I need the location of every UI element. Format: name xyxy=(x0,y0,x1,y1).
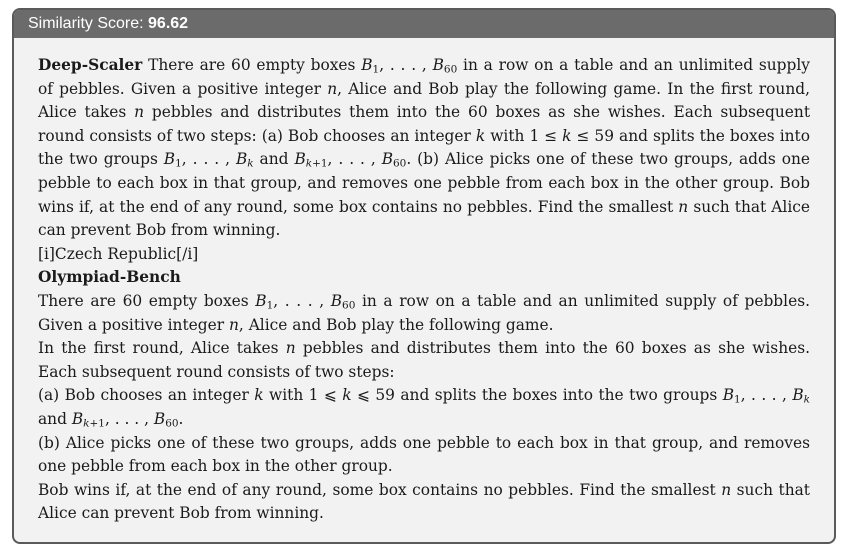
olympiad-bench-problem-step-b: (b) Alice picks one of these two groups, adds one pebble to each box in that group, and removes one pebble from each box in the other group. xyxy=(38,433,810,476)
olympiad-bench-problem-part-2: In the first round, Alice takes n pebbles and distributes them into the 60 boxes as she wishes. Each subsequent round consists of two steps: xyxy=(38,339,811,381)
olympiad-bench-problem-part-3: Bob wins if, at the end of any round, some box contains no pebbles. Find the smallest n such that Alice can prevent Bob from winning. xyxy=(38,480,810,523)
source-label-deep-scaler: Deep-Scaler xyxy=(38,56,143,74)
similarity-header xyxy=(14,10,834,38)
source-label-olympiad-bench: Olympiad-Bench xyxy=(38,268,181,287)
deep-scaler-problem: Deep-Scaler There are 60 empty boxes $B_1$, . . . , $B_{60}$ in a row on a table and an unlimited supply of pebbles. Given a positive integer n, Alice and Bob play the following game. In the first round, Alice takes n pebbles and distributes them into the 60 boxes as she wishes. Each subsequent round consists of two steps: (a) Bob chooses an integer k with 1 ≤ k ≤ 59 and splits the boxes into the two groups $B_1$, . . . , $B_k$ and $B_{k+1}$, . . . , $B_{60}$. (b) Alice picks one of these two groups, adds one pebble to each box in that group, and removes one pebble from each box in the other group. Bob wins if, at the end of any round, some box contains no pebbles. Find the smallest n such that Alice can prevent Bob from winning. xyxy=(38,56,811,240)
olympiad-bench-problem-part-1: There are 60 empty boxes $B_1$, . . . , $B_{60}$ in a row on a table and an unlimited supply of pebbles. Given a positive integer n, Alice and Bob play the following game. xyxy=(38,291,810,334)
comparison-card xyxy=(12,8,836,544)
similarity-score: 96.62 xyxy=(148,15,189,32)
problem-body xyxy=(14,38,834,526)
olympiad-bench-problem-step-a: (a) Bob chooses an integer k with 1 ⩽ k ⩽ 59 and splits the boxes into the two groups $B_1$, . . . , $B_k$ and $B_{k+1}$, . . . , $B_{60}$. xyxy=(38,386,810,430)
source-tag: [i]Czech Republic[/i] xyxy=(38,244,199,263)
similarity-label: Similarity Score: xyxy=(28,15,144,32)
